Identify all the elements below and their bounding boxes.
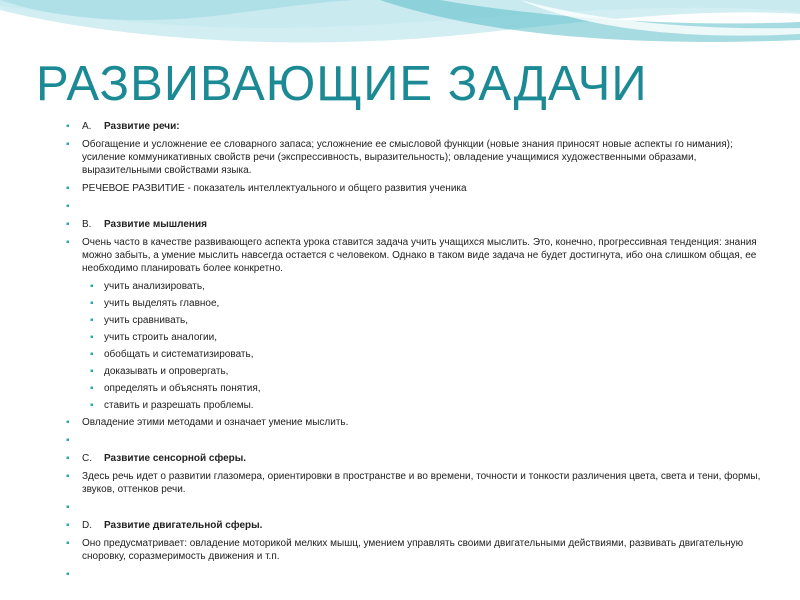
section-heading: Развитие сенсорной сферы. bbox=[104, 453, 247, 464]
section-b-header bbox=[66, 218, 770, 231]
bullet-icon: ▪ bbox=[66, 139, 70, 150]
bullet-icon: ▪ bbox=[66, 237, 70, 248]
bullet-icon: ▪ bbox=[90, 298, 94, 309]
bullet-icon: ▪ bbox=[66, 502, 70, 513]
list-item-text: учить сравнивать, bbox=[104, 315, 189, 326]
bullet-icon: ▪ bbox=[66, 569, 70, 580]
paragraph-text: Очень часто в качестве развивающего аспекта урока ставится задача учить учащихся мыслить. Это, конечно, прогрессивная тенденция: знания можно забыть, а умение мыслить навсегда остается с человеком. Однако в таком виде задача не будет достигнута, ибо она слишком общая, ее необходимо планировать более конкретно. bbox=[82, 237, 757, 274]
section-c-header bbox=[66, 452, 770, 465]
list-item bbox=[80, 348, 770, 361]
bullet-icon: ▪ bbox=[66, 183, 70, 194]
section-marker: D. bbox=[82, 520, 92, 531]
list-item-text: учить выделять главное, bbox=[104, 298, 220, 309]
bullet-icon: ▪ bbox=[66, 417, 70, 428]
list-item bbox=[80, 331, 770, 344]
bullet-icon: ▪ bbox=[66, 471, 70, 482]
bullet-icon: ▪ bbox=[66, 121, 70, 132]
list-item-text: определять и объяснять понятия, bbox=[104, 383, 261, 394]
list-item bbox=[80, 399, 770, 412]
bullet-icon: ▪ bbox=[90, 281, 94, 292]
bullet-icon: ▪ bbox=[66, 538, 70, 549]
section-heading: Развитие мышления bbox=[104, 219, 207, 230]
list-item bbox=[80, 280, 770, 293]
list-item-text: ставить и разрешать проблемы. bbox=[104, 400, 254, 411]
bullet-icon: ▪ bbox=[66, 453, 70, 464]
section-a-header bbox=[66, 120, 770, 133]
section-marker: C. bbox=[82, 453, 92, 464]
bullet-icon: ▪ bbox=[90, 349, 94, 360]
section-c-text bbox=[66, 470, 770, 496]
section-d-text bbox=[66, 537, 770, 563]
list-item-text: доказывать и опровергать, bbox=[104, 366, 229, 377]
section-marker: A. bbox=[82, 121, 92, 132]
section-b-text bbox=[66, 236, 770, 275]
section-heading: Развитие двигательной сферы. bbox=[104, 520, 263, 531]
bullet-icon: ▪ bbox=[66, 201, 70, 212]
section-b-closing bbox=[66, 416, 770, 429]
section-heading: Развитие речи: bbox=[104, 121, 180, 132]
page-title: РАЗВИВАЮЩИЕ ЗАДАЧИ bbox=[36, 57, 648, 111]
list-item bbox=[80, 297, 770, 310]
bullet-icon: ▪ bbox=[90, 332, 94, 343]
bullet-icon: ▪ bbox=[90, 400, 94, 411]
section-a-text bbox=[66, 138, 770, 177]
empty-line bbox=[66, 434, 770, 447]
empty-line bbox=[66, 501, 770, 514]
section-marker: B. bbox=[82, 219, 92, 230]
paragraph-text: Обогащение и усложнение ее словарного запаса; усложнение ее смысловой функции (новые знания приносят новые аспекты го нимания); усиление коммуникативных свойств речи (экспрессивность, выразительность); овладение учащимися художественными образами, выразительными свойствами языка. bbox=[82, 139, 733, 176]
list-item bbox=[80, 382, 770, 395]
list-item-text: обобщать и систематизировать, bbox=[104, 349, 254, 360]
empty-line bbox=[66, 568, 770, 581]
section-d-header bbox=[66, 519, 770, 532]
empty-line bbox=[66, 200, 770, 213]
paragraph-text: Овладение этими методами и означает умение мыслить. bbox=[82, 417, 349, 428]
section-a-note bbox=[66, 182, 770, 195]
paragraph-text: РЕЧЕВОЕ РАЗВИТИЕ - показатель интеллектуального и общего развития ученика bbox=[82, 183, 467, 194]
list-item-text: учить строить аналогии, bbox=[104, 332, 217, 343]
bullet-icon: ▪ bbox=[90, 366, 94, 377]
list-item bbox=[80, 314, 770, 327]
bullet-icon: ▪ bbox=[66, 520, 70, 531]
bullet-icon: ▪ bbox=[66, 435, 70, 446]
paragraph-text: Здесь речь идет о развитии глазомера, ориентировки в пространстве и во времени, точности и тонкости различения цвета, света и тени, формы, звуков, оттенков речи. bbox=[82, 471, 761, 495]
content-body bbox=[66, 120, 770, 586]
list-item-text: учить анализировать, bbox=[104, 281, 205, 292]
bullet-icon: ▪ bbox=[66, 219, 70, 230]
paragraph-text: Оно предусматривает: овладение моторикой мелких мышц, умением управлять своими двигательными действиями, развивать двигательную сноровку, соразмеримость движения и т.п. bbox=[82, 538, 744, 562]
bullet-icon: ▪ bbox=[90, 315, 94, 326]
list-item bbox=[80, 365, 770, 378]
bullet-icon: ▪ bbox=[90, 383, 94, 394]
